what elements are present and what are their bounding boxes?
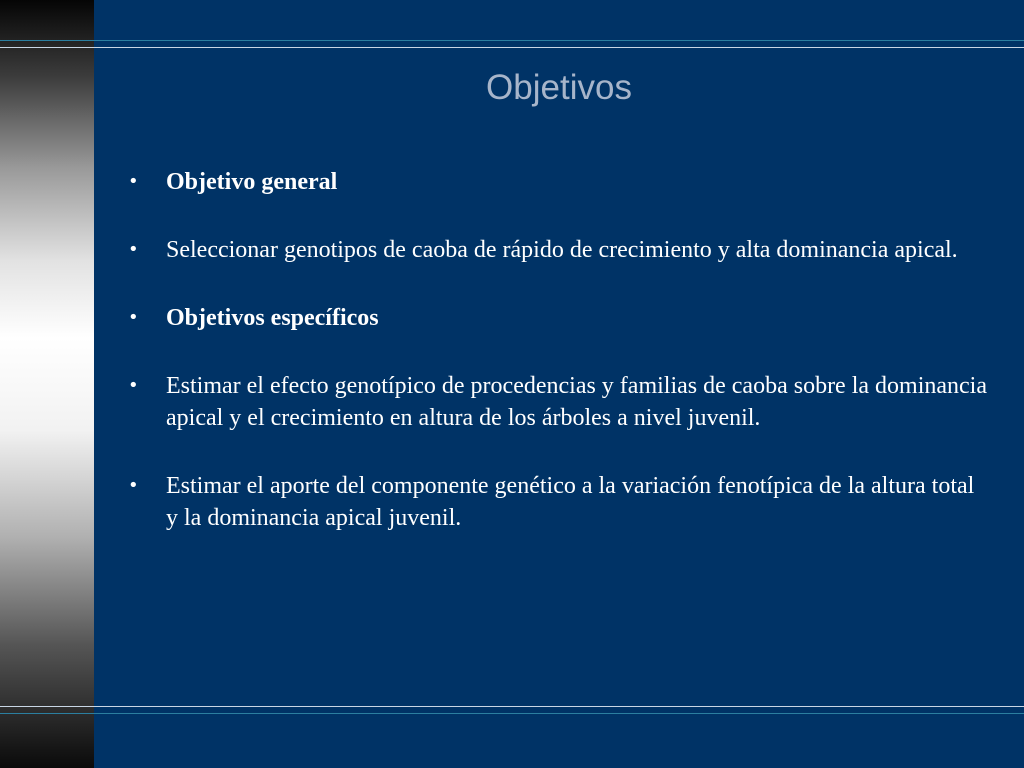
slide-title: Objetivos bbox=[486, 68, 632, 107]
bullet-text: Estimar el efecto genotípico de procedencias y familias de caoba sobre la dominancia apical y el crecimiento en altura de los árboles a nivel juvenil. bbox=[166, 373, 987, 431]
top-rule-light bbox=[0, 47, 1024, 48]
bullet-text: Seleccionar genotipos de caoba de rápido de crecimiento y alta dominancia apical. bbox=[166, 237, 958, 263]
bullet-text: Objetivos específicos bbox=[166, 305, 379, 331]
bullet-text: Estimar el aporte del componente genético a la variación fenotípica de la altura total y la dominancia apical juvenil. bbox=[166, 473, 975, 531]
bullet-icon: • bbox=[128, 307, 139, 328]
bottom-rule-teal bbox=[0, 713, 1024, 714]
top-rule-teal bbox=[0, 40, 1024, 41]
side-gradient-band bbox=[0, 0, 94, 768]
bottom-rule-light bbox=[0, 706, 1024, 707]
bullet-icon: • bbox=[128, 171, 139, 192]
bullet-icon: • bbox=[128, 475, 139, 496]
bullet-text: Objetivo general bbox=[166, 169, 338, 195]
bullet-item-seleccionar bbox=[128, 234, 988, 266]
bullet-item-objetivo-general bbox=[128, 166, 988, 198]
bullet-list bbox=[128, 166, 988, 570]
bullet-item-estimar-efecto bbox=[128, 370, 988, 434]
bullet-icon: • bbox=[128, 239, 139, 260]
bullet-item-objetivos-especificos bbox=[128, 302, 988, 334]
bullet-item-estimar-aporte bbox=[128, 470, 988, 534]
bullet-icon: • bbox=[128, 375, 139, 396]
